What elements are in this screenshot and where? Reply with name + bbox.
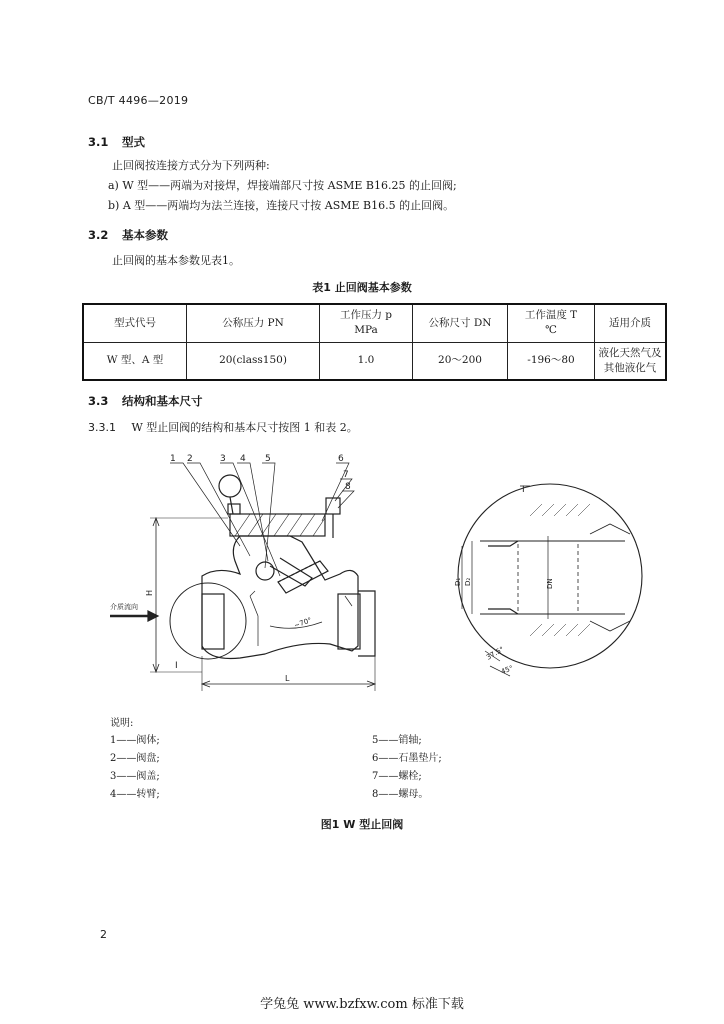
dimension-h: H [145,589,154,596]
detail-angle-1: 37.5° [485,645,506,662]
legend-item: 2——阀盘; [110,753,160,764]
legend-item: 8——螺母。 [372,789,429,800]
cell-medium [595,342,667,380]
callout-1: 1 [170,454,176,464]
callout-6: 6 [338,454,344,464]
cell-dn: 20～200 [413,342,508,380]
legend-right-column [372,732,572,804]
section-number: 3.1 [88,135,109,149]
flow-direction-label: 介质流向 [110,603,138,611]
callout-5: 5 [265,454,271,464]
detail-d2: D₂ [464,577,472,586]
table-header-row [83,304,666,342]
header-cell [508,304,595,342]
table-caption: 表1 止回阀基本参数 [312,281,412,294]
bonnet [230,514,325,536]
type-a-item: b) A 型——两端均为法兰连接，连接尺寸按 ASME B16.5 的止回阀。 [108,199,455,212]
check-valve-drawing [90,446,690,704]
callout-8: 8 [345,482,351,492]
legend-title: 说明: [110,718,134,729]
section-3-1-heading [88,134,145,150]
detail-d1: D₁ [454,577,462,586]
callout-4: 4 [240,454,246,464]
callout-2: 2 [187,454,193,464]
section-title: 结构和基本尺寸 [122,394,203,408]
header-line: 工作温度 T [524,309,578,322]
arm [270,558,312,586]
subsection-number: 3.3.1 [88,421,116,434]
section-3-2-text: 止回阀的基本参数见表1。 [112,254,240,267]
section-title: 基本参数 [122,228,169,242]
section-number: 3.3 [88,394,109,408]
legend-item: 4——转臂; [110,789,160,800]
type-w-item: a) W 型——两端为对接焊，焊接端部尺寸按 ASME B16.25 的止回阀; [108,179,457,192]
section-mark: I [175,661,178,671]
header-line: 工作压力 p [339,309,393,322]
dimension-l: L [285,674,290,683]
standard-number: CB/T 4496—2019 [88,94,189,107]
section-3-3-heading [88,393,203,409]
section-3-1-intro: 止回阀按连接方式分为下列两种: [112,159,270,172]
medium-line: 其他液化气 [603,361,657,374]
detail-angle-2: 45° [499,664,515,676]
header-cell: 公称压力 PN [187,304,320,342]
disc [278,561,328,593]
figure-caption: 图1 W 型止回阀 [320,818,404,831]
legend-item: 1——阀体; [110,735,160,746]
legend-item: 7——螺栓; [372,771,422,782]
cell-pn: 20(class150) [187,342,320,380]
lifting-eye [219,475,241,497]
legend-left-column [110,732,310,804]
parameters-table [82,303,667,381]
detail-label: I [522,485,525,495]
cell-pressure: 1.0 [320,342,413,380]
legend-item: 3——阀盖; [110,771,160,782]
header-cell [320,304,413,342]
legend-item: 5——销轴; [372,735,422,746]
header-cell: 公称尺寸 DN [413,304,508,342]
legend-item: 6——石墨垫片; [372,753,442,764]
header-unit: ℃ [545,324,557,337]
valve-body [202,536,358,659]
section-3-2-heading [88,227,168,243]
header-unit: MPa [354,324,378,337]
subsection-text: W 型止回阀的结构和基本尺寸按图 1 和表 2。 [131,421,358,434]
cell-type: W 型、A 型 [83,342,187,380]
callout-3: 3 [220,454,226,464]
table-row [83,342,666,380]
header-cell: 适用介质 [595,304,667,342]
angle-label: ~70° [292,616,313,630]
nut [326,498,340,514]
callout-7: 7 [343,470,349,480]
footer-watermark: 学兔兔 www.bzfxw.com 标准下载 [260,997,464,1012]
section-3-3-1 [88,419,358,435]
cell-temperature: -196～80 [508,342,595,380]
detail-dn: DN [546,578,554,589]
medium-line: 液化天然气及 [598,346,662,359]
section-title: 型式 [122,135,146,149]
page-number: 2 [100,928,107,941]
header-cell: 型式代号 [83,304,187,342]
section-number: 3.2 [88,228,109,242]
